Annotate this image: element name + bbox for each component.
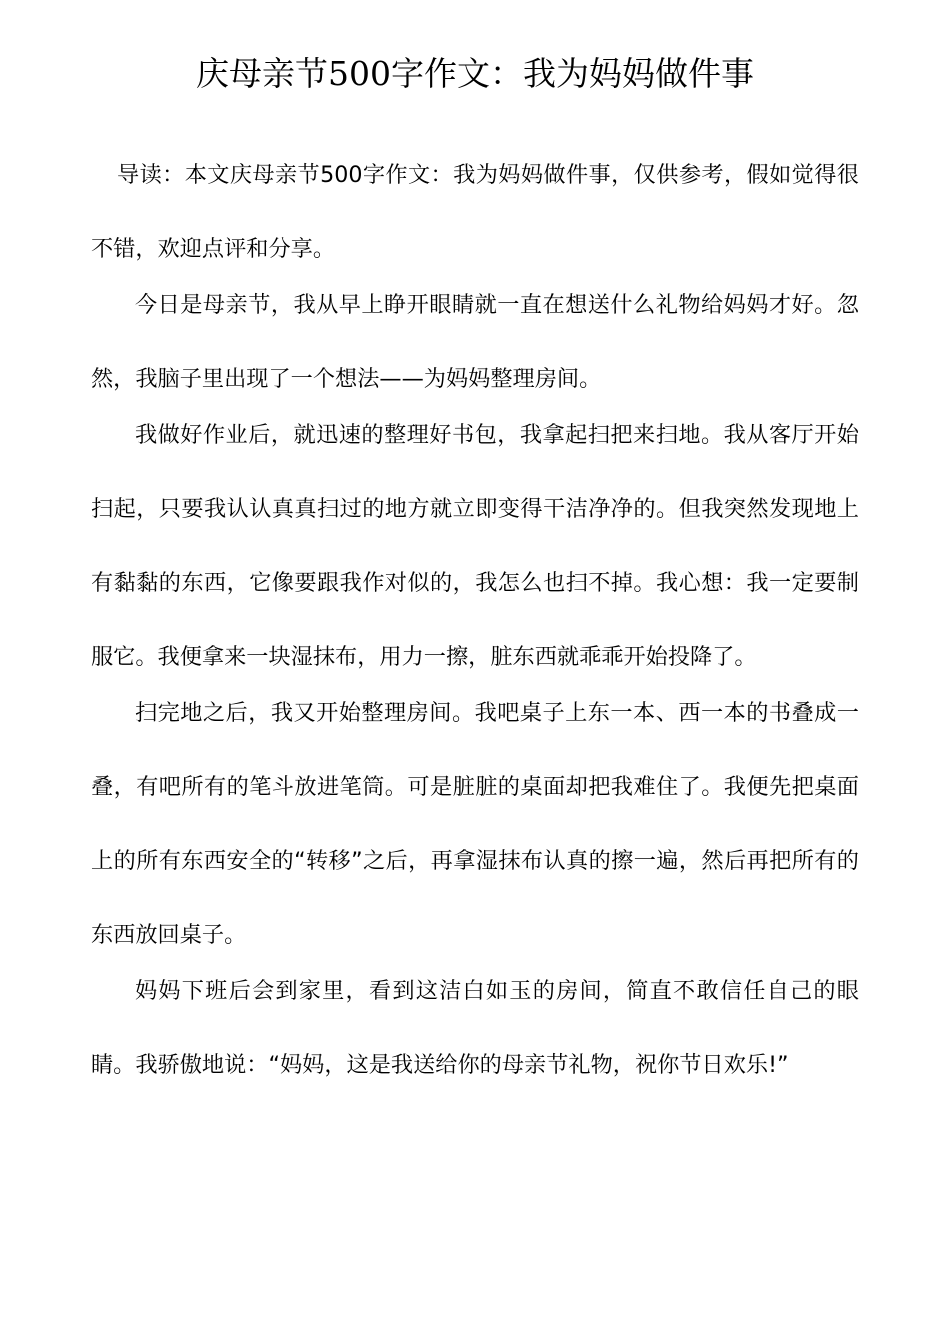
document-title: 庆母亲节500字作文：我为妈妈做件事 — [196, 54, 754, 93]
paragraph-1: 今日是母亲节，我从早上睁开眼睛就一直在想送什么礼物给妈妈才好。忽然，我脑子里出现了一个想法——为妈妈整理房间。 — [91, 292, 859, 392]
document-body — [91, 138, 859, 1102]
paragraph-4: 妈妈下班后会到家里，看到这洁白如玉的房间，简直不敢信任自己的眼睛。我骄傲地说：“妈妈，这是我送给你的母亲节礼物，祝你节日欢乐!” — [91, 978, 859, 1078]
paragraph-3: 扫完地之后，我又开始整理房间。我吧桌子上东一本、西一本的书叠成一叠，有吧所有的笔斗放进笔筒。可是脏脏的桌面却把我难住了。我便先把桌面上的所有东西安全的“转移”之后，再拿湿抹布认真的擦一遍，然后再把所有的东西放回桌子。 — [91, 700, 859, 948]
paragraph-2: 我做好作业后，就迅速的整理好书包，我拿起扫把来扫地。我从客厅开始扫起，只要我认认真真扫过的地方就立即变得干洁净净的。但我突然发现地上有黏黏的东西，它像要跟我作对似的，我怎么也扫不掉。我心想：我一定要制服它。我便拿来一块湿抹布，用力一擦，脏东西就乖乖开始投降了。 — [91, 422, 859, 670]
intro-paragraph: 导读：本文庆母亲节500字作文：我为妈妈做件事，仅供参考，假如觉得很不错，欢迎点评和分享。 — [91, 162, 859, 262]
